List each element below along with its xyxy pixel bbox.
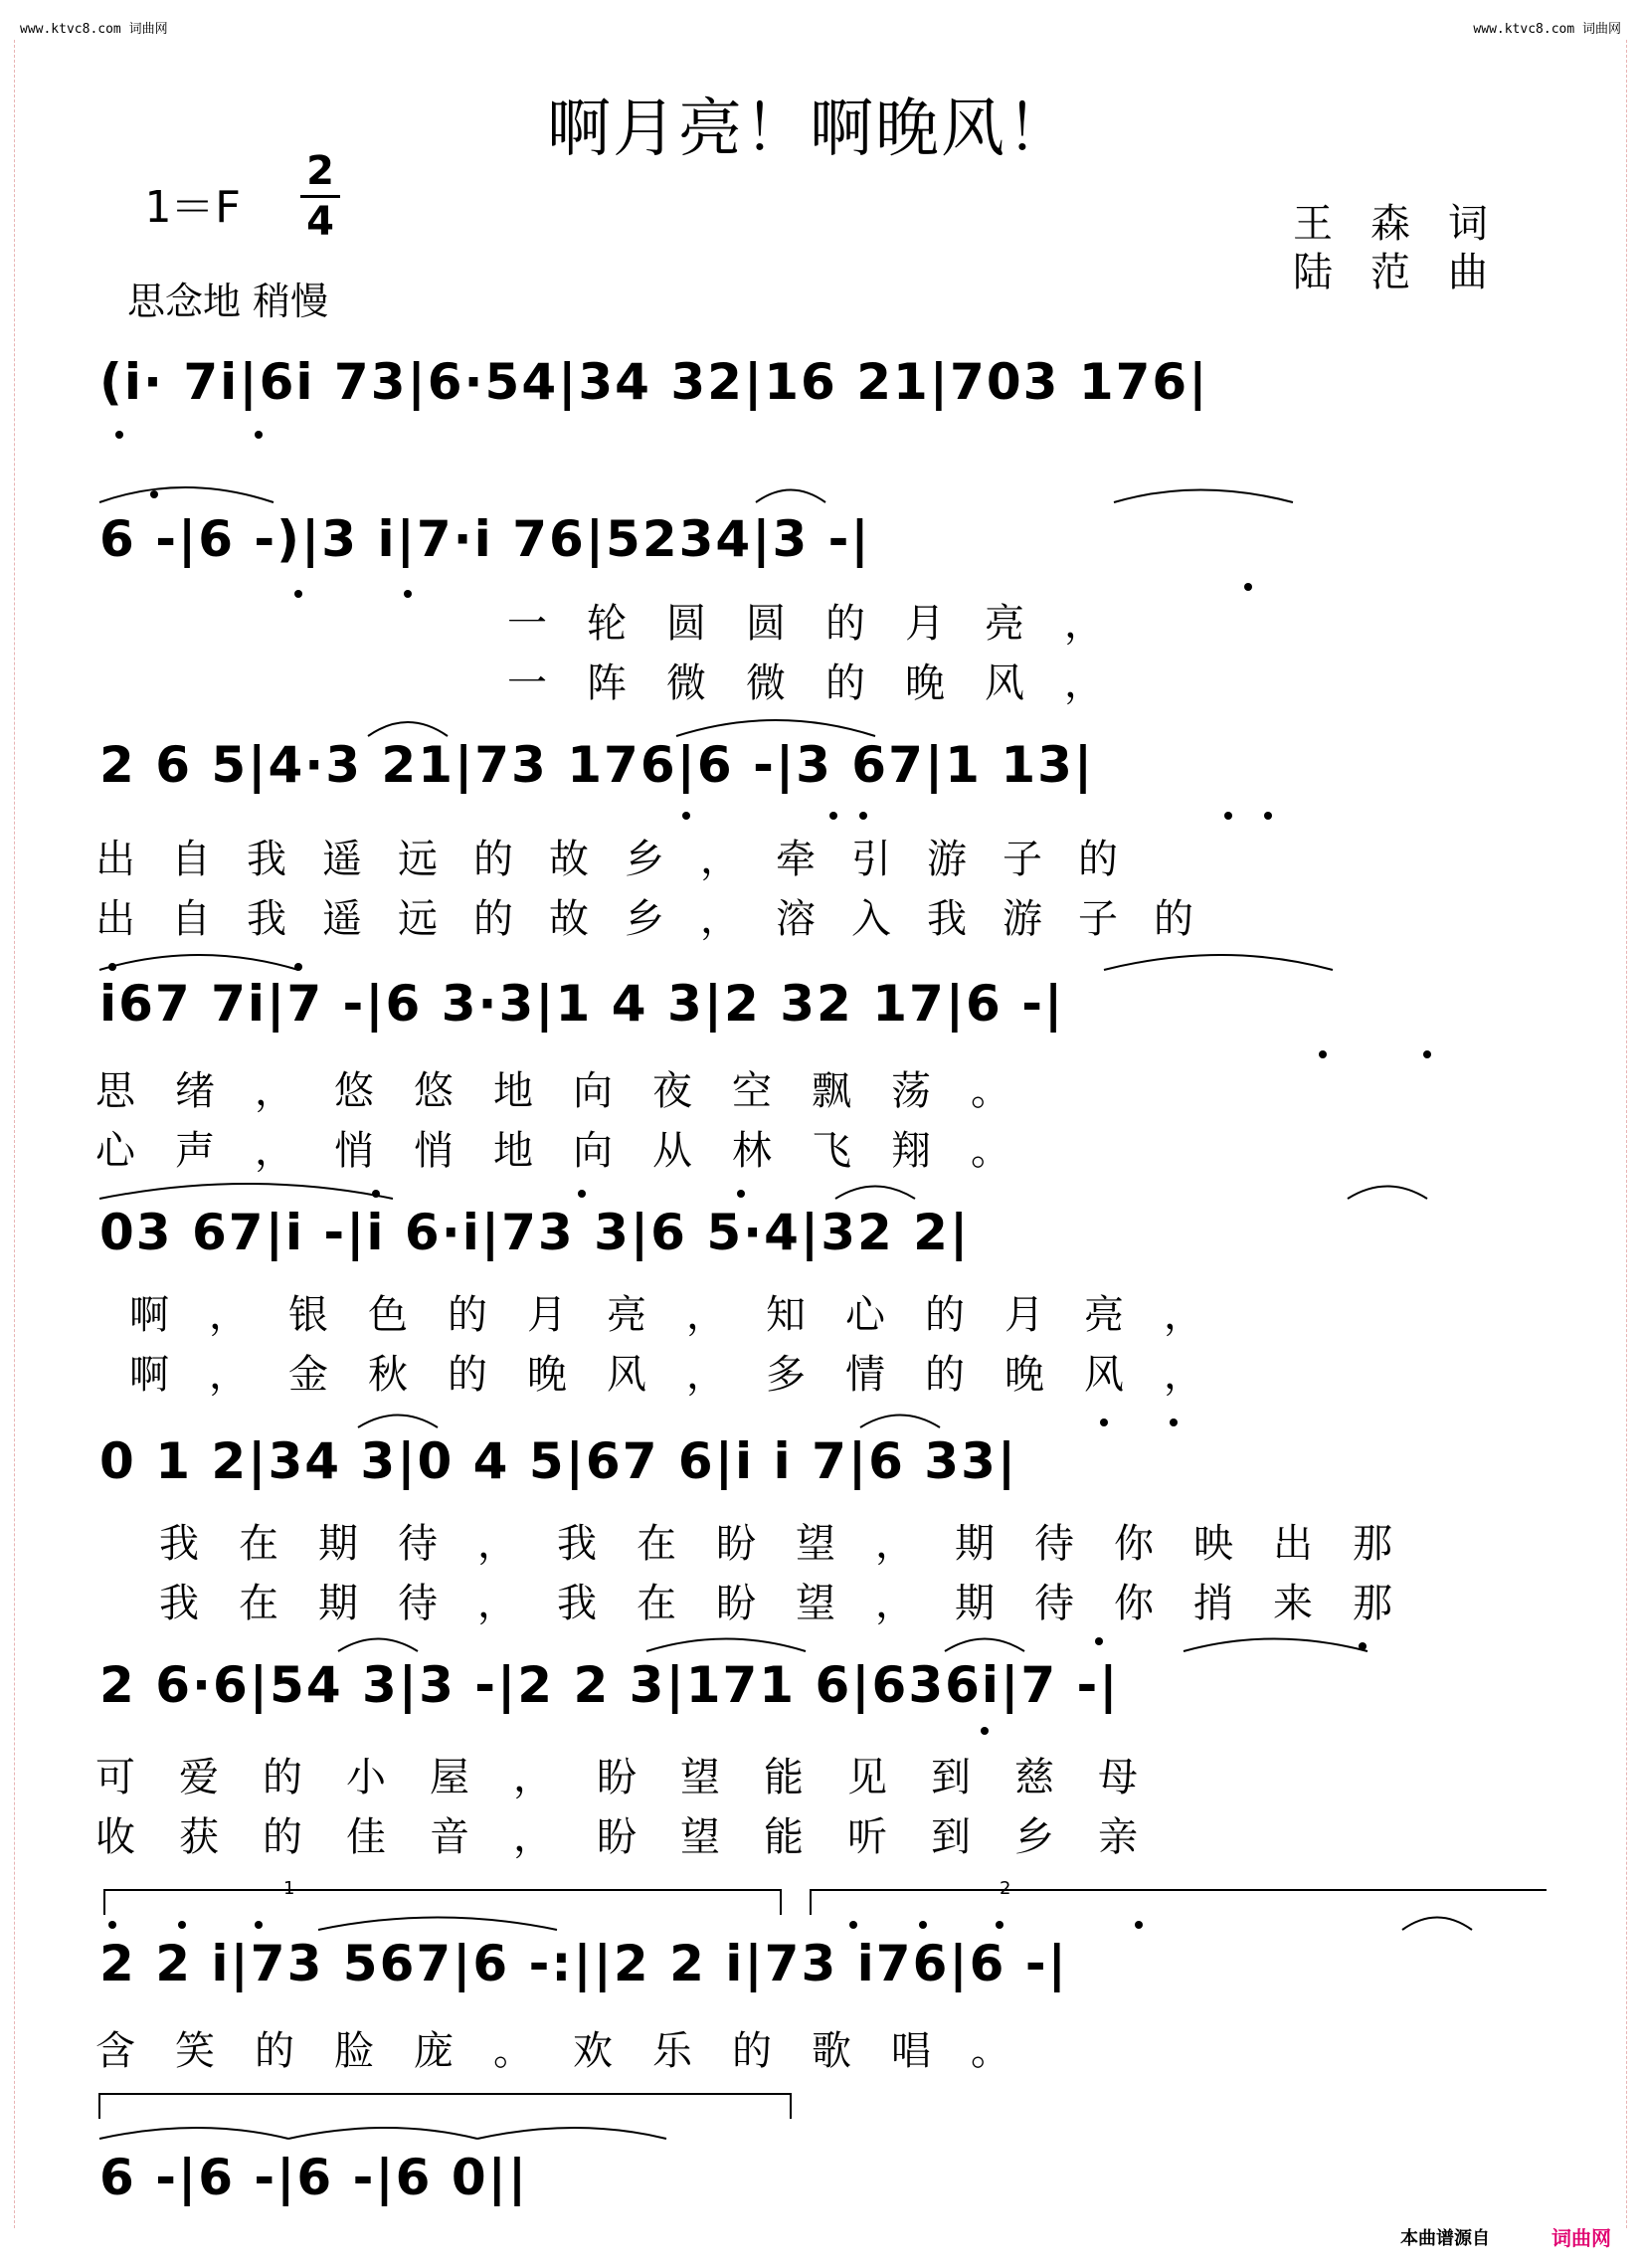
lyric-row-3-verse-1: 出自我遥远的故乡，牵引游子的: [95, 837, 1154, 882]
key-signature: 1＝F: [144, 182, 241, 233]
lyricist-credit: 王森词: [1293, 201, 1526, 247]
notation-row-6: 0 1 2|34 3|0 4 5|67 6|i i 7|6 33|: [99, 1432, 1018, 1490]
notation-row-9: 6 -|6 -|6 -|6 0||: [99, 2149, 529, 2206]
slur-row7-d: [1184, 1639, 1368, 1652]
lyric-row-6-verse-1: 我在期待，我在盼望，期待你映出那: [159, 1521, 1432, 1567]
lyric-row-2-verse-1: 一轮圆圆的月亮，: [507, 601, 1144, 647]
lyric-row-4-verse-2: 心声，悄悄地向从林飞翔。: [95, 1128, 1050, 1174]
slur-row6-a: [358, 1416, 438, 1428]
notation-row-8: 2 2 i|73 567|6 -:||2 2 i|73 i76|6 -|: [99, 1935, 1068, 1992]
lyric-row-4-verse-1: 思绪，悠悠地向夜空飘荡。: [95, 1068, 1050, 1114]
coda-line: [99, 2094, 791, 2119]
slur-row5-c: [1348, 1187, 1427, 1200]
slur-row9-a: [99, 2128, 288, 2139]
lyric-row-7-verse-1: 可爱的小屋，盼望能见到慈母: [95, 1755, 1182, 1800]
slur-row7-a: [338, 1639, 418, 1652]
composer-credit: 陆范曲: [1293, 250, 1526, 295]
slur-row2-a: [99, 487, 274, 502]
meter-numerator: 2: [306, 148, 334, 194]
footer-logo[interactable]: 词曲网: [1551, 2226, 1611, 2250]
meter-denominator: 4: [306, 199, 334, 245]
header-site-right: www.ktvc8.com 词曲网: [1473, 22, 1621, 37]
slur-row6-b: [860, 1416, 940, 1428]
notation-row-7: 2 6·6|54 3|3 -|2 2 3|171 6|636i|7 -|: [99, 1656, 1120, 1714]
notation-row-1: (i· 7i|6i 73|6·54|34 32|16 21|703 176|: [99, 353, 1209, 411]
lyric-row-5-verse-1: 啊，银色的月亮，知心的月亮，: [129, 1292, 1243, 1338]
lyric-row-6-verse-2: 我在期待，我在盼望，期待你捎来那: [159, 1581, 1432, 1626]
lyric-row-2-verse-2: 一阵微微的晚风，: [507, 661, 1144, 706]
slur-row7-b: [646, 1639, 806, 1652]
slur-row7-c: [945, 1639, 1024, 1652]
notation-row-5: 03 67|i -|i 6·i|73 3|6 5·4|32 2|: [99, 1204, 971, 1261]
lyric-row-7-verse-2: 收获的佳音，盼望能听到乡亲: [95, 1814, 1182, 1860]
slur-row8-a: [318, 1918, 557, 1931]
notation-row-2: 6 -|6 -)|3 i|7·i 76|5234|3 -|: [99, 510, 871, 568]
notation-row-3: 2 6 5|4·3 21|73 176|6 -|3 67|1 13|: [99, 736, 1095, 794]
slur-row5-b: [835, 1187, 915, 1200]
slur-row2-c: [1114, 490, 1293, 503]
notation-row-4: i67 7i|7 -|6 3·3|1 4 3|2 32 17|6 -|: [99, 975, 1065, 1033]
slur-row4-b: [1104, 955, 1333, 970]
volta-1-label: 1: [283, 1878, 295, 1899]
volta-2-bracket: [811, 1890, 1547, 1915]
slur-row8-b: [1402, 1918, 1472, 1931]
slur-row2-b: [756, 490, 825, 503]
lyric-row-5-verse-2: 啊，金秋的晚风，多情的晚风，: [129, 1352, 1243, 1398]
tempo-marking: 思念地 稍慢: [127, 280, 329, 323]
lyric-row-3-verse-2: 出自我遥远的故乡，溶入我游子的: [95, 896, 1229, 942]
volta-2-label: 2: [1000, 1878, 1011, 1899]
volta-1-bracket: [104, 1890, 781, 1915]
slur-row3-a: [368, 722, 448, 736]
slur-row9-c: [477, 2128, 666, 2139]
slur-row3-b: [676, 720, 875, 736]
footer-source-text: 本曲谱源自: [1400, 2228, 1490, 2249]
slur-row4-a: [99, 955, 298, 970]
slur-row5-a: [99, 1184, 393, 1199]
slur-row9-b: [288, 2128, 477, 2139]
lyric-row-8: 含笑的脸庞。欢乐的歌唱。: [95, 2028, 1050, 2074]
header-site-left: www.ktvc8.com 词曲网: [20, 22, 168, 37]
song-title: 啊月亮！啊晚风！: [547, 93, 1072, 166]
